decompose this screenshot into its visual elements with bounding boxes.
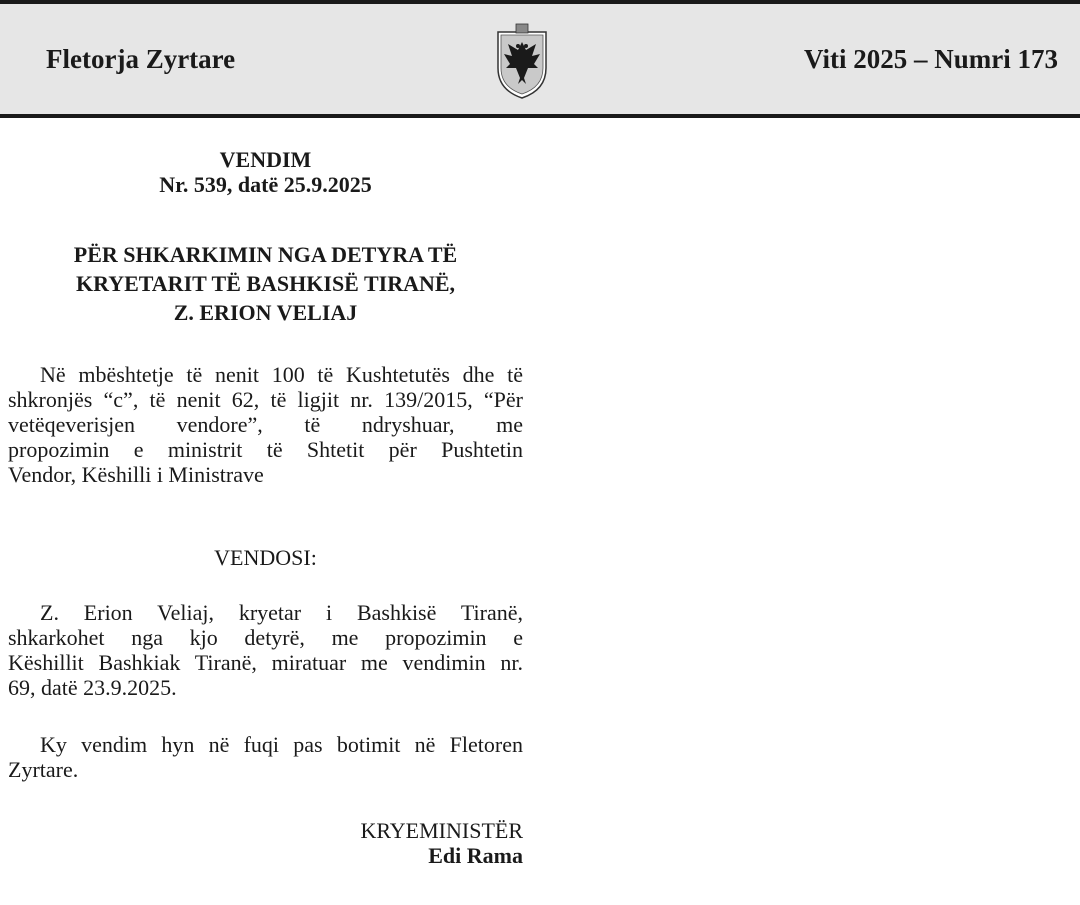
text-line: shkronjës “c”, të nenit 62, të ligjit nr. 139/2015, “Për: [8, 387, 523, 412]
text-line: Zyrtare.: [8, 757, 79, 782]
preamble-paragraph: [8, 362, 523, 487]
subject-line: Z. ERION VELIAJ: [173, 300, 358, 325]
publication-title: Fletorja Zyrtare: [46, 44, 236, 74]
issue-number: Viti 2025 – Numri 173: [804, 44, 1058, 74]
decision-subject: [8, 240, 523, 327]
text-line: Z. Erion Veliaj, kryetar i Bashkisë Tiranë,: [40, 600, 523, 625]
subject-line: PËR SHKARKIMIN NGA DETYRA TË: [73, 242, 458, 267]
subject-line: KRYETARIT TË BASHKISË TIRANË,: [75, 271, 456, 296]
decision-heading: [8, 147, 523, 197]
text-line: shkarkohet nga kjo detyrë, me propozimin e: [8, 625, 523, 650]
text-line: propozimin e ministrit të Shtetit për Pushtetin: [8, 437, 523, 462]
gazette-header: [0, 0, 1080, 118]
vendosi-heading: VENDOSI:: [214, 545, 317, 570]
effect-paragraph: [8, 732, 523, 782]
text-line: Në mbështetje të nenit 100 të Kushtetutës dhe të: [40, 362, 523, 387]
text-line: Vendor, Këshilli i Ministrave: [8, 462, 264, 487]
text-line: Këshillit Bashkiak Tiranë, miratuar me vendimin nr.: [8, 650, 523, 675]
decision-type: VENDIM: [219, 147, 312, 172]
text-line: vetëqeverisjen vendore”, të ndryshuar, me: [8, 412, 523, 437]
decision-number-date: Nr. 539, datë 25.9.2025: [159, 172, 372, 197]
albania-coat-of-arms-icon: [494, 22, 550, 100]
signature-block: [8, 818, 523, 868]
signatory-name: Edi Rama: [428, 843, 523, 868]
signatory-role: KRYEMINISTËR: [360, 818, 523, 843]
decision-paragraph: [8, 600, 523, 700]
text-line: 69, datë 23.9.2025.: [8, 675, 177, 700]
text-line: Ky vendim hyn në fuqi pas botimit në Fletoren: [40, 732, 523, 757]
